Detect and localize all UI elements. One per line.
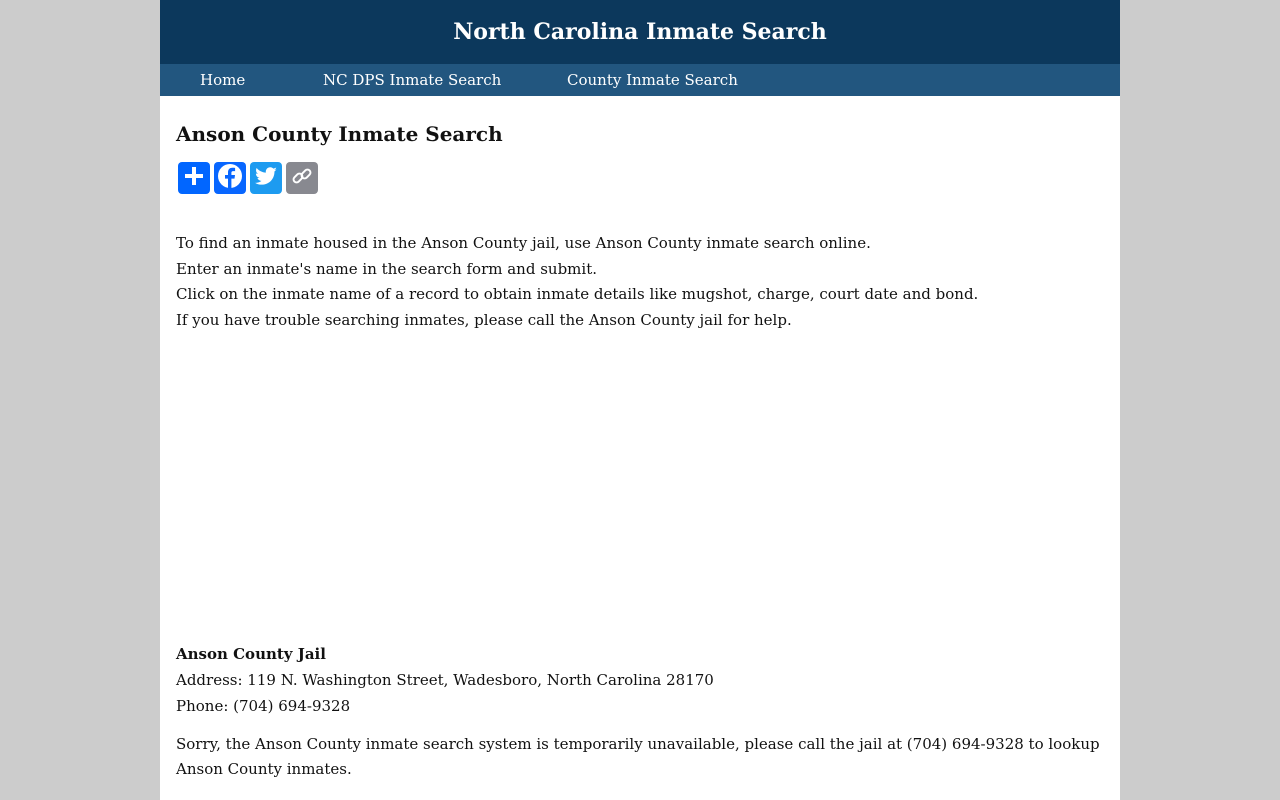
ad-placeholder — [176, 333, 1104, 642]
main-content — [160, 96, 1120, 782]
intro-line: Enter an inmate's name in the search form and submit. — [176, 259, 597, 278]
plus-icon — [183, 165, 205, 191]
intro-text — [176, 231, 1104, 333]
jail-address: Address: 119 N. Washington Street, Wadesboro, North Carolina 28170 — [176, 670, 714, 689]
link-icon — [290, 164, 314, 192]
intro-line: Click on the inmate name of a record to obtain inmate details like mugshot, charge, court date and bond. — [176, 285, 979, 304]
copy-link-button[interactable] — [286, 162, 318, 194]
share-toolbar — [176, 162, 1104, 194]
jail-info — [176, 642, 1104, 719]
site-title-link[interactable]: North Carolina Inmate Search — [453, 19, 827, 45]
share-plus-button[interactable] — [178, 162, 210, 194]
facebook-icon — [217, 163, 243, 193]
intro-line: To find an inmate housed in the Anson County jail, use Anson County inmate search online. — [176, 234, 871, 252]
share-twitter-button[interactable] — [250, 162, 282, 194]
jail-phone: Phone: (704) 694-9328 — [176, 696, 351, 715]
nav-item-nc-dps-inmate-search[interactable]: NC DPS Inmate Search — [323, 71, 502, 89]
nav-item-county-inmate-search[interactable]: County Inmate Search — [567, 71, 738, 89]
site-header — [160, 0, 1120, 64]
page-container — [160, 0, 1120, 800]
jail-name: Anson County Jail — [176, 645, 326, 664]
page-title: Anson County Inmate Search — [176, 122, 503, 146]
twitter-icon — [253, 163, 279, 193]
share-facebook-button[interactable] — [214, 162, 246, 194]
nav-item-home[interactable]: Home — [200, 71, 246, 89]
unavailable-notice: Sorry, the Anson County inmate search system is temporarily unavailable, please call the jail at (704) 694-9328 to lookup Anson County inmates. — [176, 735, 1100, 779]
main-nav — [160, 64, 1120, 96]
intro-line: If you have trouble searching inmates, please call the Anson County jail for help. — [176, 310, 792, 329]
